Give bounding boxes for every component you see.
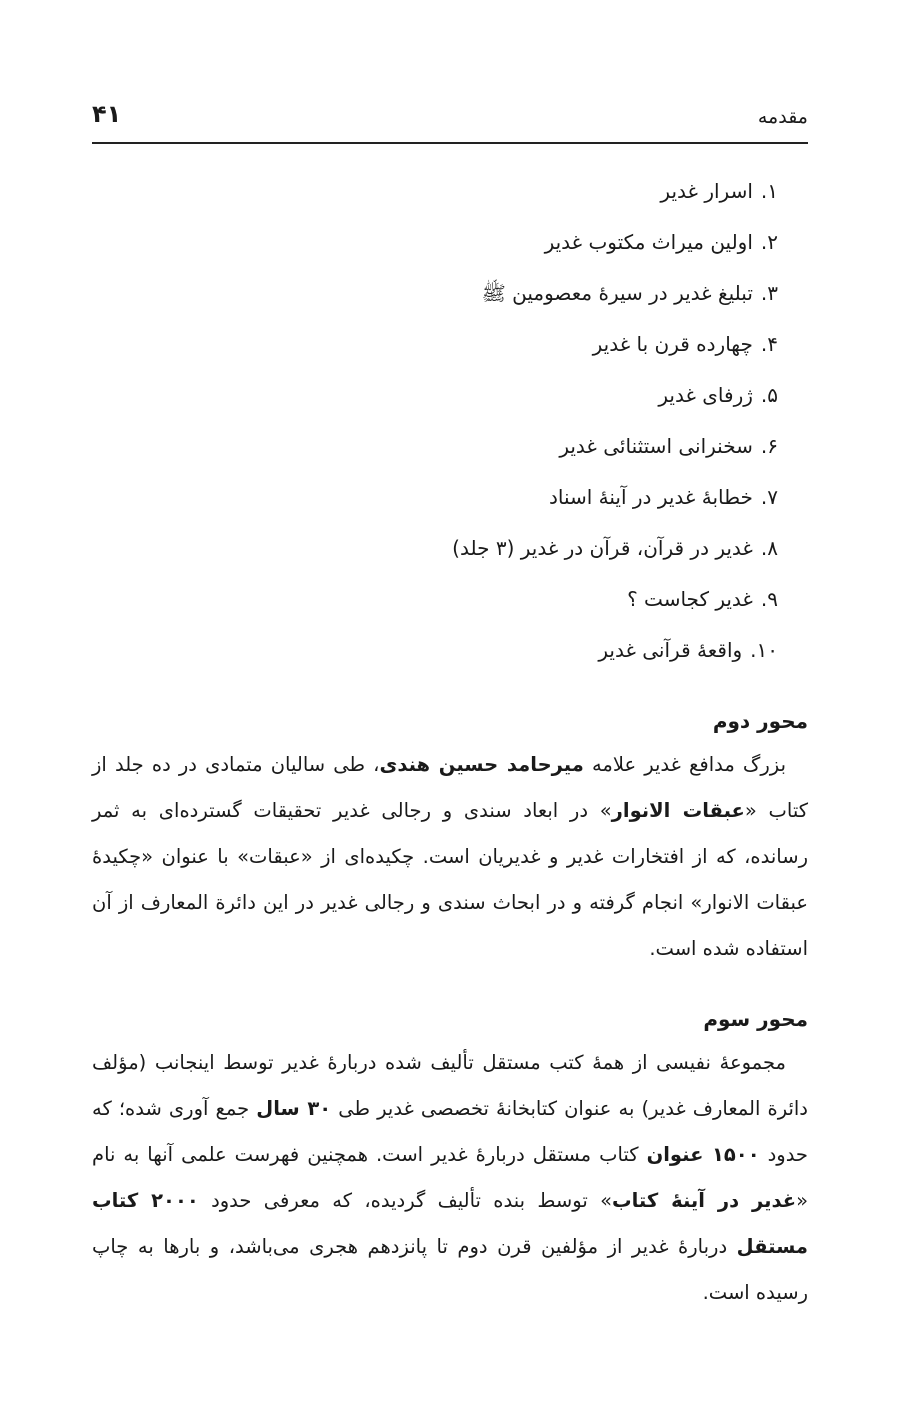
list-item-number: ۱۰. <box>750 638 778 662</box>
list-item <box>92 633 778 684</box>
list-item-number: ۷. <box>760 485 778 509</box>
text-run: دربارهٔ غدیر از مؤلفین قرن دوم تا پانزدهم هجری می‌باشد، و بارها به چاپ رسیده است. <box>92 1235 808 1304</box>
page <box>92 92 808 1316</box>
list-item-number: ۶. <box>760 434 778 458</box>
text-run: » توسط بنده تألیف گردیده، که معرفی حدود <box>198 1189 613 1212</box>
text-run: بزرگ مدافع غدیر علامه <box>583 753 786 776</box>
list-item <box>92 174 778 225</box>
list-item-title: غدیر در قرآن، قرآن در غدیر (۳ جلد) <box>452 536 753 560</box>
list-item <box>92 531 778 582</box>
list-item <box>92 480 778 531</box>
running-title: مقدمه <box>757 106 808 128</box>
book-title: عبقات الانوار <box>611 799 745 822</box>
list-item-title: واقعهٔ قرآنی غدیر <box>598 638 743 662</box>
text-run: کتاب مستقل دربارهٔ غدیر است. همچنین فهرست علمی آنها به نام « <box>92 1143 808 1212</box>
list-item-title: اسرار غدیر <box>660 179 753 203</box>
highlight-book-count: ۲۰۰۰ کتاب مستقل <box>92 1189 808 1258</box>
list-item-number: ۵. <box>760 383 778 407</box>
list-item-number: ۲. <box>760 230 778 254</box>
list-item-title: ژرفای غدیر <box>658 383 753 407</box>
list-item-number: ۳. <box>760 281 778 305</box>
list-item-number: ۴. <box>760 332 778 356</box>
list-item-title: اولین میراث مکتوب غدیر <box>544 230 753 254</box>
text-run: » در ابعاد سندی و رجالی غدیر تحقیقات گسترده‌ای به ثمر رسانده، که از افتخارات غدیر و غدیریان است. چکیده‌ای از «عبقات» با عنوان «چکیدهٔ عبقات الانوار» انجام گرفته و در ابحاث سندی و رجالی غدیر در این دائرة المعارف از آن استفاده شده است. <box>92 799 808 960</box>
list-item-title: چهارده قرن با غدیر <box>592 332 753 356</box>
list-item <box>92 429 778 480</box>
list-item-title: خطابهٔ غدیر در آینهٔ اسناد <box>548 485 753 509</box>
list-item <box>92 276 778 327</box>
section-heading-axis-three: محور سوم <box>703 1007 808 1031</box>
list-item-number: ۹. <box>760 587 778 611</box>
list-item-title: سخنرانی استثنائی غدیر <box>559 434 753 458</box>
list-item <box>92 225 778 276</box>
text-run: ، طی سالیان متمادی در ده جلد از کتاب « <box>92 753 808 822</box>
paragraph-axis-three <box>92 1040 808 1316</box>
paragraph-axis-two <box>92 742 808 972</box>
list-item-title: غدیر کجاست ؟ <box>627 587 753 611</box>
list-item-number: ۱. <box>760 179 778 203</box>
text-run: جمع آوری شده؛ که حدود <box>92 1097 808 1166</box>
list-item-number: ۸. <box>760 536 778 560</box>
section-heading-axis-two: محور دوم <box>712 709 808 733</box>
list-item <box>92 378 778 429</box>
highlight-title-count: ۱۵۰۰ عنوان <box>646 1143 760 1166</box>
text-run: مجموعهٔ نفیسی از همهٔ کتب مستقل تألیف شده دربارهٔ غدیر توسط اینجانب (مؤلف دائرة المعارف غدیر) به عنوان کتابخانهٔ تخصصی غدیر طی <box>92 1051 808 1120</box>
list-item <box>92 327 778 378</box>
page-header <box>92 92 808 144</box>
highlight-years: ۳۰ سال <box>256 1097 332 1120</box>
author-name: میرحامد حسین هندی <box>379 753 584 776</box>
list-item-title: تبلیغ غدیر در سیرهٔ معصومین ﷺ <box>481 281 753 305</box>
book-list <box>92 174 778 684</box>
book-title: غدیر در آینهٔ کتاب <box>612 1189 797 1212</box>
list-item <box>92 582 778 633</box>
page-number: ۴۱ <box>92 100 122 128</box>
